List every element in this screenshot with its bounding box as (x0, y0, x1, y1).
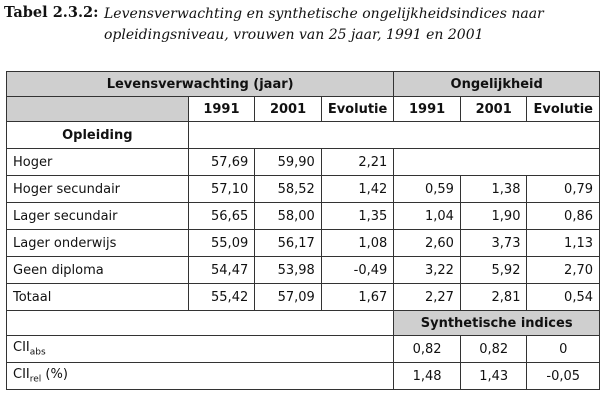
synth-cell: 1,43 (460, 363, 527, 390)
col-header-1991-ineq: 1991 (394, 97, 461, 122)
synth-row (7, 336, 600, 363)
col-header-2001: 2001 (255, 97, 322, 122)
table-cell: 2,81 (460, 284, 527, 311)
table-row (7, 284, 600, 311)
caption-line-1: Levensverwachting en synthetische ongelijkheidsindices naar (104, 6, 544, 22)
table-cell: 2,60 (394, 230, 461, 257)
table-cell: 1,90 (460, 203, 527, 230)
table-cell: 2,21 (321, 149, 393, 176)
table-cell-empty (394, 149, 600, 176)
table-cell: 54,47 (188, 257, 255, 284)
row-label: Totaal (7, 284, 189, 311)
synth-label-main: CII (13, 340, 30, 356)
synth-label-suffix: (%) (41, 367, 68, 383)
col-header-evolutie-ineq: Evolutie (527, 97, 600, 122)
section-blank (188, 122, 599, 149)
table-row (7, 176, 600, 203)
synth-label-sub: rel (29, 374, 42, 385)
table-cell: 55,42 (188, 284, 255, 311)
table-cell: 1,35 (321, 203, 393, 230)
caption-line-2: opleidingsniveau, vrouwen van 25 jaar, 1991 en 2001 (104, 27, 484, 43)
group-header-life-expectancy: Levensverwachting (jaar) (7, 72, 394, 97)
group-header-inequality: Ongelijkheid (394, 72, 600, 97)
table-cell: 58,00 (255, 203, 322, 230)
table-cell: 58,52 (255, 176, 322, 203)
synth-row-label (7, 336, 394, 363)
table-cell: 53,98 (255, 257, 322, 284)
table-cell: 1,67 (321, 284, 393, 311)
table-row (7, 230, 600, 257)
table-cell: 0,54 (527, 284, 600, 311)
table-cell: 1,04 (394, 203, 461, 230)
table-cell: 1,42 (321, 176, 393, 203)
header-empty-cell (7, 97, 189, 122)
row-label: Lager secundair (7, 203, 189, 230)
synth-cell: 0,82 (460, 336, 527, 363)
table-cell: 57,69 (188, 149, 255, 176)
caption-label: Tabel 2.3.2: (4, 4, 99, 21)
synth-label-main: CII (13, 367, 30, 383)
table-cell: 2,27 (394, 284, 461, 311)
synth-blank (7, 311, 394, 336)
table-cell: 1,13 (527, 230, 600, 257)
synth-label-sub: abs (29, 347, 46, 358)
table-cell: 59,90 (255, 149, 322, 176)
section-label-opleiding: Opleiding (7, 122, 189, 149)
col-header-1991: 1991 (188, 97, 255, 122)
synth-row-label (7, 363, 394, 390)
synth-cell: -0,05 (527, 363, 600, 390)
row-label: Lager onderwijs (7, 230, 189, 257)
table-row (7, 149, 600, 176)
synth-row (7, 363, 600, 390)
row-label: Geen diploma (7, 257, 189, 284)
table-cell: 57,09 (255, 284, 322, 311)
table-cell: 0,86 (527, 203, 600, 230)
table-cell: 56,65 (188, 203, 255, 230)
table-cell: 55,09 (188, 230, 255, 257)
table-row (7, 203, 600, 230)
caption-title (104, 4, 584, 46)
col-header-evolutie: Evolutie (321, 97, 393, 122)
row-label: Hoger secundair (7, 176, 189, 203)
table-cell: 3,73 (460, 230, 527, 257)
table-cell: 3,22 (394, 257, 461, 284)
table-cell: 1,38 (460, 176, 527, 203)
table-cell: -0,49 (321, 257, 393, 284)
table-cell: 56,17 (255, 230, 322, 257)
table-cell: 57,10 (188, 176, 255, 203)
data-table (6, 71, 600, 390)
synth-cell: 0,82 (394, 336, 461, 363)
table-cell: 5,92 (460, 257, 527, 284)
row-label: Hoger (7, 149, 189, 176)
table-cell: 0,59 (394, 176, 461, 203)
synth-cell: 0 (527, 336, 600, 363)
synth-cell: 1,48 (394, 363, 461, 390)
table-cell: 2,70 (527, 257, 600, 284)
table-row (7, 257, 600, 284)
table-cell: 1,08 (321, 230, 393, 257)
col-header-2001-ineq: 2001 (460, 97, 527, 122)
table-cell: 0,79 (527, 176, 600, 203)
synth-header: Synthetische indices (394, 311, 600, 336)
